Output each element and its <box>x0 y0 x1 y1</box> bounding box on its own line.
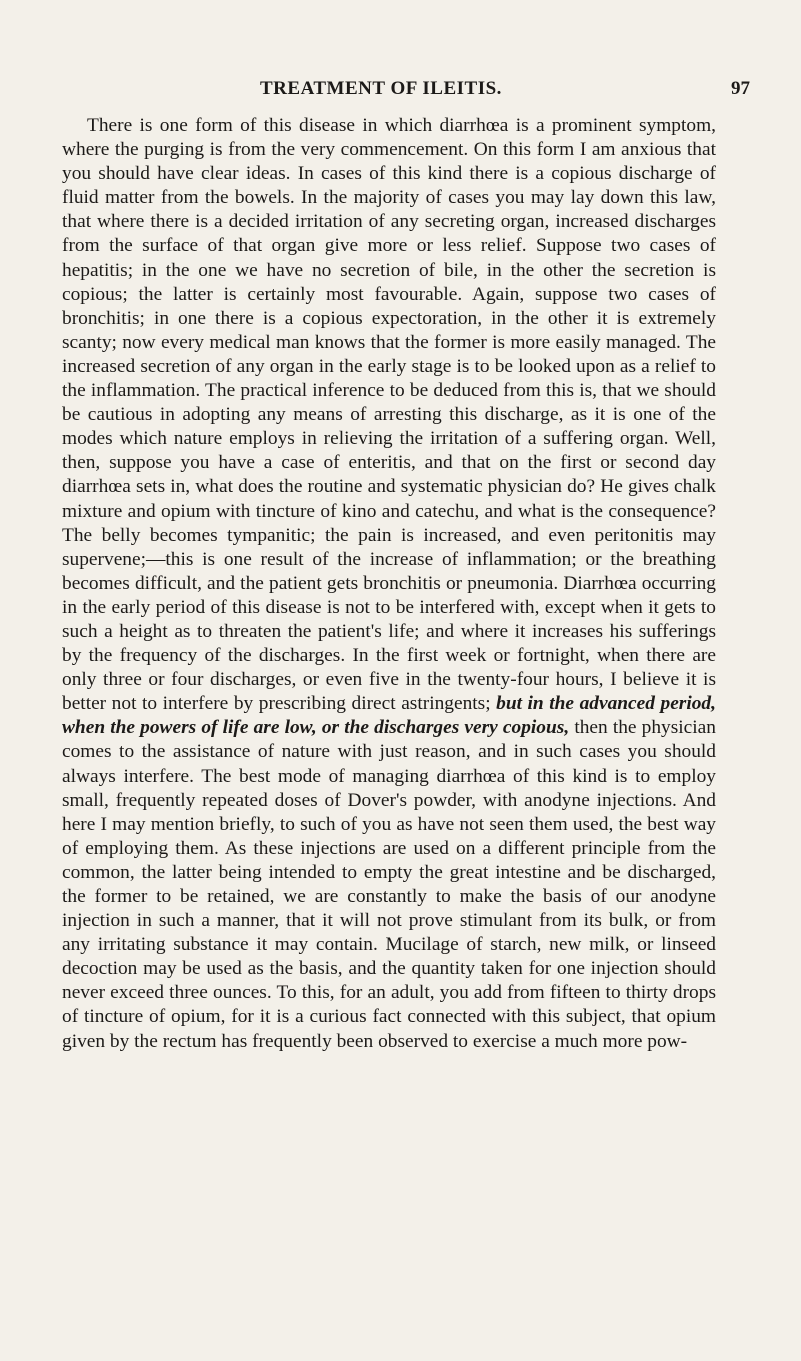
paragraph-text-end: then the physician comes to the assistance of nature with just reason, and in such cases you should always interfere. The best mode of managing diarrhœa of this kind is to employ small, frequently repeated doses of Dover's powder, with anodyne injections. And here I may mention briefly, to such of you as have not seen them used, the best way of employing them. As these injections are used on a different principle from the common, the latter being intended to empty the great intestine and be discharged, the former to be retained, we are constantly to make the basis of our anodyne injection in such a manner, that it will not prove stimulant from its bulk, or from any irritating substance it may contain. Mucilage of starch, new milk, or linseed decoction may be used as the basis, and the quantity taken for one injection should never exceed three ounces. To this, for an adult, you add from fifteen to thirty drops of tincture of opium, for it is a curious fact connected with this subject, that opium given by the rectum has frequently been observed to exercise a much more pow- <box>62 717 716 1052</box>
paragraph-text-start: There is one form of this disease in which diarrhœa is a prominent symptom, where the purging is from the very commencement. On this form I am anxious that you should have clear ideas. In cases of this kind there is a copious discharge of fluid matter from the bowels. In the majority of cases you may lay down this law, that where there is a decided irritation of any secreting organ, increased discharges from the surface of that organ give more or less relief. Suppose two cases of hepatitis; in the one we have no secretion of bile, in the other the secretion is copious; the latter is certainly most favourable. Again, suppose two cases of bronchitis; in one there is a copious expectoration, in the other it is extremely scanty; now every medical man knows that the former is more easily managed. The increased secretion of any organ in the early stage is to be looked upon as a relief to the inflammation. The practical inference to be deduced from this is, that we should be cautious in adopting any means of arresting this discharge, as it is one of the modes which nature employs in relieving the irritation of a suffering organ. Well, then, suppose you have a case of enteritis, and that on the first or second day diarrhœa sets in, what does the routine and systematic physician do? He gives chalk mixture and opium with tincture of kino and catechu, and what is the consequence? The belly becomes tympanitic; the pain is increased, and even peritonitis may supervene;—this is one result of the increase of inflammation; or the breathing becomes difficult, and the patient gets bronchitis or pneumonia. Diarrhœa occurring in the early period of this disease is not to be interfered with, except when it gets to such a height as to threaten the patient's life; and where it increases his sufferings by the frequency of the discharges. In the first week or fortnight, when there are only three or four discharges, or even five in the twenty-four hours, I believe it is better not to interfere by prescribing direct astringents; <box>62 115 716 715</box>
body-paragraph <box>62 114 716 1054</box>
running-head <box>60 78 750 104</box>
page-number: 97 <box>731 78 750 99</box>
running-head-title: TREATMENT OF ILEITIS. <box>260 78 502 99</box>
emphasized-passage: but in the advanced period, when the powers of life are low, or the discharges very copious, <box>62 693 716 739</box>
